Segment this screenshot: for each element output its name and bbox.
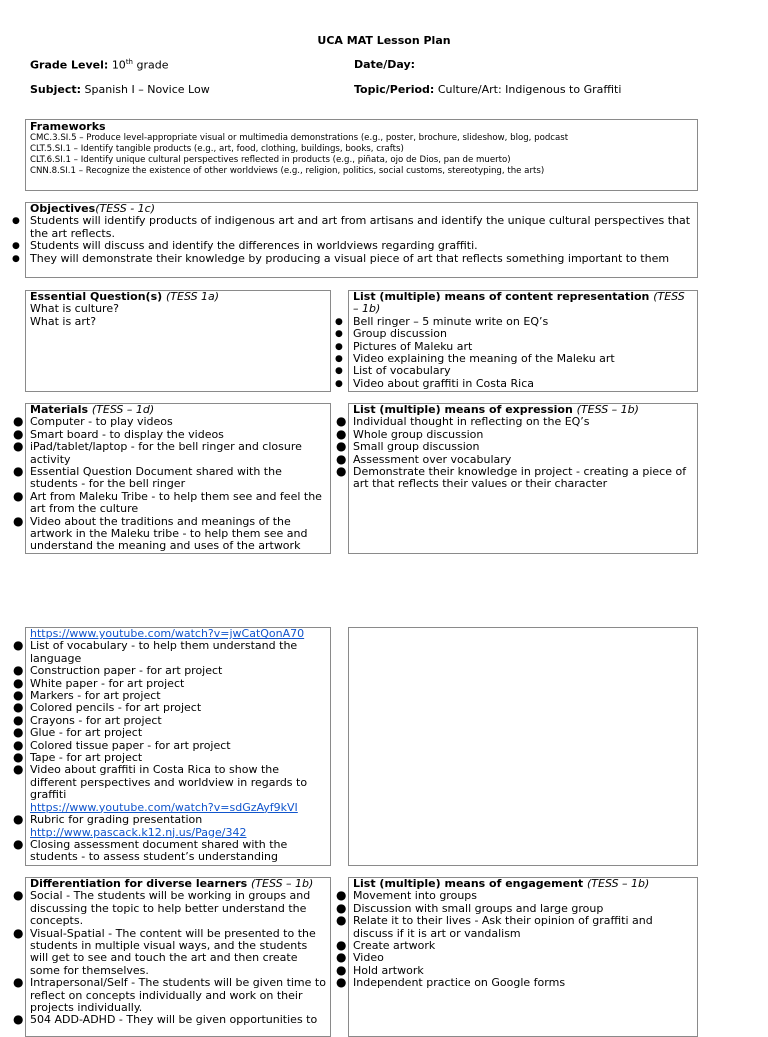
materials-continued-box (13, 627, 331, 866)
differentiation-heading: Differentiation for diverse learners (TESS – 1b) (30, 877, 314, 890)
engagement-heading: List (multiple) means of engagement (TESS – 1b) (353, 877, 650, 890)
list-item: ● Colored pencils - for art project (13, 700, 202, 715)
bullet-icon: ● (13, 464, 24, 479)
bullet-icon: ● (13, 925, 24, 940)
framework-item: CLT.6.SI.1 – Identify unique cultural perspectives reflected in products (e.g., piñata, ojo de Dios, pan de muerto) (30, 155, 511, 166)
materials-list (13, 414, 326, 553)
framework-item: CNN.8.SI.1 – Recognize the existence of other worldviews (e.g., religion, politics, social customs, stereotyping, the arts) (30, 166, 545, 177)
essential-heading: Essential Question(s) (TESS 1a) (30, 290, 220, 303)
bullet-icon: ● (13, 414, 24, 429)
list-item: ● Students will identify products of indigenous art and art from artisans and identify the unique cultural perspectives that the art reflects. (12, 214, 691, 240)
differentiation-list (13, 888, 326, 1027)
essential-questions-box (25, 290, 331, 392)
bullet-icon: ● (336, 950, 347, 965)
bullet-icon: ● (335, 354, 343, 365)
bullet-icon: ● (13, 663, 24, 678)
bullet-icon: ● (336, 451, 347, 466)
objectives-box (12, 202, 698, 278)
frameworks-list (30, 133, 693, 177)
list-item: ● Group discussion (335, 327, 447, 341)
bullet-icon: ● (12, 253, 20, 264)
bullet-icon: ● (336, 900, 347, 915)
list-item: ● Video about graffiti in Costa Rica (335, 376, 535, 390)
objectives-list (12, 214, 693, 265)
list-item: ● Movement into groups (336, 888, 478, 903)
bullet-icon: ● (336, 464, 347, 479)
engagement-list (336, 888, 693, 990)
expression-heading: List (multiple) means of expression (TESS – 1b) (353, 403, 639, 416)
rubric-link[interactable]: http://www.pascack.k12.nj.us/Page/342 (30, 825, 247, 839)
list-item: ● Small group discussion (336, 439, 480, 454)
document-title: UCA MAT Lesson Plan (317, 34, 451, 47)
list-item: ● Art from Maleku Tribe - to help them see and feel the art from the culture (13, 488, 322, 516)
bullet-icon: ● (13, 712, 24, 727)
bullet-icon: ● (335, 341, 343, 352)
expression-box (336, 403, 698, 554)
list-item: ● Glue - for art project (13, 725, 143, 740)
youtube-link-maleku[interactable]: https://www.youtube.com/watch?v=jwCatQonA70 (30, 627, 305, 640)
list-item: ● Construction paper - for art project (13, 663, 223, 678)
bullet-icon: ● (13, 675, 24, 690)
list-item: ● Essential Question Document shared with the students - for the bell ringer (13, 464, 282, 491)
bullet-icon: ● (13, 888, 24, 903)
list-item: ● Intrapersonal/Self - The students will be given time to reflect on concepts individually and work on their projects individually. (13, 975, 326, 1015)
bullet-icon: ● (13, 688, 24, 703)
list-item: ● iPad/tablet/laptop - for the bell ringer and closure activity (13, 439, 302, 466)
materials-continued-list (13, 638, 326, 864)
representation-heading: List (multiple) means of content representation (TESS – 1b) (353, 290, 685, 316)
list-item: ● Individual thought in reflecting on the EQ’s (336, 414, 590, 429)
bullet-icon: ● (13, 439, 24, 454)
bullet-icon: ● (13, 836, 24, 851)
list-item: ● White paper - for art project (13, 675, 185, 690)
bullet-icon: ● (13, 488, 24, 503)
list-item: ● Whole group discussion (336, 426, 484, 441)
list-item: ● Computer - to play videos (13, 414, 173, 429)
list-item: ● List of vocabulary (335, 364, 451, 378)
essential-question: What is culture? (30, 302, 119, 316)
date-day: Date/Day: (354, 58, 416, 71)
framework-item: CLT.5.SI.1 – Identify tangible products (e.g., art, food, clothing, buildings, books, crafts) (30, 144, 404, 155)
list-item: ● Assessment over vocabulary (336, 451, 512, 466)
list-item: ● 504 ADD-ADHD - They will be given opportunities to (13, 1012, 318, 1027)
bullet-icon: ● (336, 975, 347, 990)
framework-item: CMC.3.SI.5 – Produce level-appropriate visual or multimedia demonstrations (e.g., poster, brochure, slideshow, blog, podcast (30, 133, 569, 144)
bullet-icon: ● (13, 750, 24, 765)
expression-list (336, 414, 693, 491)
representation-list (335, 314, 693, 390)
list-item: ● Demonstrate their knowledge in project - creating a piece of art that reflects their values or their character (336, 464, 687, 491)
bullet-icon: ● (336, 426, 347, 441)
bullet-icon: ● (335, 366, 343, 377)
list-item: ● Relate it to their lives - Ask their opinion of graffiti and discuss if it is art or vandalism (336, 913, 653, 940)
list-item: ● Video about the traditions and meanings of the artwork in the Maleku tribe - to help them see and understand the meaning and uses of the artwork (13, 513, 308, 553)
list-item: ● Tape - for art project (13, 750, 143, 765)
list-item: ● Create artwork (336, 938, 436, 953)
differentiation-box (13, 877, 331, 1037)
youtube-link-graffiti[interactable]: https://www.youtube.com/watch?v=sdGzAyf9kVI (30, 800, 298, 814)
bullet-icon: ● (336, 888, 347, 903)
bullet-icon: ● (13, 1012, 24, 1027)
bullet-icon: ● (13, 513, 24, 528)
bullet-icon: ● (13, 426, 24, 441)
list-item: ● Colored tissue paper - for art project (13, 737, 231, 752)
bullet-icon: ● (13, 725, 24, 740)
list-item: ● List of vocabulary - to help them understand the language (13, 638, 298, 665)
bullet-icon: ● (335, 316, 343, 327)
list-item: ● Video about graffiti in Costa Rica to show the different perspectives and worldview in regards to graffiti https://www.youtube.com/watch?v=sdGzAyf9kVI (13, 762, 308, 814)
bullet-icon: ● (336, 962, 347, 977)
bullet-icon: ● (12, 216, 20, 227)
materials-heading: Materials (TESS – 1d) (30, 403, 155, 416)
bullet-icon: ● (13, 975, 24, 990)
list-item: ● Rubric for grading presentation http://www.pascack.k12.nj.us/Page/342 (13, 812, 247, 839)
topic-period: Topic/Period: Culture/Art: Indigenous to Graffiti (354, 83, 622, 96)
list-item: ● Students will discuss and identify the differences in worldviews regarding graffiti. (12, 239, 478, 253)
bullet-icon: ● (13, 638, 24, 653)
bullet-icon: ● (336, 913, 347, 928)
list-item: ● Hold artwork (336, 962, 424, 977)
subject: Subject: Spanish I – Novice Low (30, 83, 210, 96)
list-item: ● Independent practice on Google forms (336, 975, 566, 990)
frameworks-heading: Frameworks (30, 120, 106, 133)
engagement-box (336, 877, 698, 1037)
materials-box (13, 403, 331, 554)
bullet-icon: ● (12, 241, 20, 252)
bullet-icon: ● (335, 329, 343, 340)
list-item: ● They will demonstrate their knowledge by producing a visual piece of art that reflects something important to them (12, 251, 670, 265)
grade-level: Grade Level: 10th grade (30, 58, 169, 72)
frameworks-box (25, 119, 698, 191)
essential-question: What is art? (30, 314, 97, 328)
bullet-icon: ● (335, 378, 343, 389)
bullet-icon: ● (336, 414, 347, 429)
expression-continued-box (348, 627, 698, 866)
list-item: ● Discussion with small groups and large group (336, 900, 604, 915)
list-item: ● Visual-Spatial - The content will be presented to the students in multiple visual ways, and the students will get to see and touch the art and then create some for themselves. (13, 925, 316, 977)
bullet-icon: ● (13, 700, 24, 715)
list-item: ● Bell ringer – 5 minute write on EQ’s (335, 314, 549, 328)
list-item: ● Social - The students will be working in groups and discussing the topic to help better understand the concepts. (13, 888, 311, 928)
bullet-icon: ● (336, 439, 347, 454)
list-item: ● Video (336, 950, 384, 965)
bullet-icon: ● (13, 762, 24, 777)
list-item: ● Smart board - to display the videos (13, 426, 224, 441)
bullet-icon: ● (336, 938, 347, 953)
list-item: ● Closing assessment document shared with the students - to assess student’s understanding (13, 836, 288, 864)
bullet-icon: ● (13, 812, 24, 827)
list-item: ● Video explaining the meaning of the Maleku art (335, 352, 615, 366)
list-item: ● Crayons - for art project (13, 712, 162, 727)
representation-box (335, 290, 698, 392)
bullet-icon: ● (13, 737, 24, 752)
list-item: ● Pictures of Maleku art (335, 339, 473, 353)
objectives-heading: Objectives(TESS - 1c) (30, 202, 156, 215)
list-item: ● Markers - for art project (13, 688, 161, 703)
